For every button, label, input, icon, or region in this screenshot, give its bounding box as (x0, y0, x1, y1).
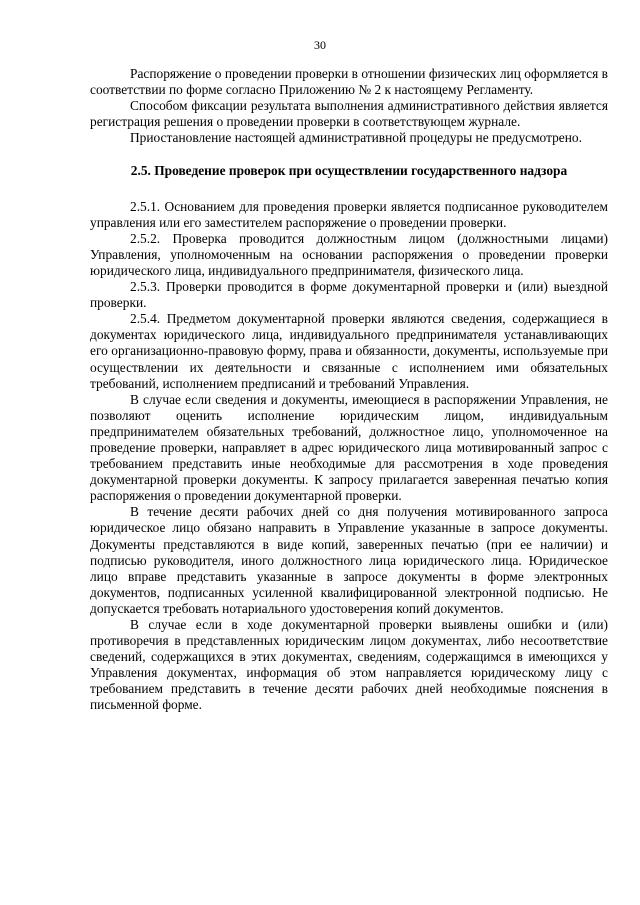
paragraph-ten-days: В течение десяти рабочих дней со дня получения мотивированного запроса юридическое лицо обязано направить в Управление указанные в запросе документы. Документы представляются в виде копий, заверенных печатью (при ее наличии) и подписью руководителя, иного должностного лица юридического лица. Юридическое лицо вправе представить указанные в запросе документы в форме электронных документов, подписанных усиленной квалифицированной электронной подписью. Не допускается требовать нотариального удостоверения копий документов. (90, 504, 608, 616)
page-number: 30 (314, 38, 326, 52)
paragraph-order-form: Распоряжение о проведении проверки в отношении физических лиц оформляется в соответствии по форме согласно Приложению № 2 к настоящему Регламенту. (90, 66, 608, 98)
paragraph-2-5-2: 2.5.2. Проверка проводится должностным лицом (должностными лицами) Управления, уполномоченным на основании распоряжения о проведении проверки юридического лица, индивидуального предпринимателя, физического лица. (90, 230, 608, 278)
document-body (90, 66, 608, 714)
paragraph-fixation-method: Способом фиксации результата выполнения административного действия является регистрация решения о проведении проверки в соответствующем журнале. (90, 98, 608, 130)
paragraph-2-5-3: 2.5.3. Проверки проводится в форме документарной проверки и (или) выездной проверки. (90, 279, 608, 311)
paragraph-2-5-4: 2.5.4. Предметом документарной проверки являются сведения, содержащиеся в документах юридического лица, индивидуального предпринимателя устанавливающих его организационно-правовую форму, права и обязанности, документы, используемые при осуществлении их деятельности и связанные с исполнением ими обязательных требований, исполнением предписаний и требований Управления. (90, 311, 608, 391)
section-heading: 2.5. Проведение проверок при осуществлении государственного надзора (130, 163, 568, 179)
paragraph-2-5-1: 2.5.1. Основанием для проведения проверки является подписанное руководителем управления или его заместителем распоряжение о проведении проверки. (90, 198, 608, 230)
paragraph-suspension: Приостановление настоящей административной процедуры не предусмотрено. (130, 130, 582, 146)
paragraph-errors: В случае если в ходе документарной проверки выявлены ошибки и (или) противоречия в представленных юридическим лицом документах, либо несоответствие сведений, содержащихся в этих документах, сведениям, содержащимся в имеющихся у Управления документах, информация об этом направляется юридическому лицу с требованием представить в течение десяти рабочих дней необходимые пояснения в письменной форме. (90, 617, 608, 713)
paragraph-request-documents: В случае если сведения и документы, имеющиеся в распоряжении Управления, не позволяют оценить исполнение юридическим лицом, индивидуальным предпринимателем обязательных требований, должностное лицо, уполномоченное на проведение проверки, направляет в адрес юридического лица мотивированный запрос с требованием представить иные необходимые для рассмотрения в ходе проведения документарной проверки документы. К запросу прилагается заверенная печатью копия распоряжения о проведении документарной проверки. (90, 391, 608, 504)
